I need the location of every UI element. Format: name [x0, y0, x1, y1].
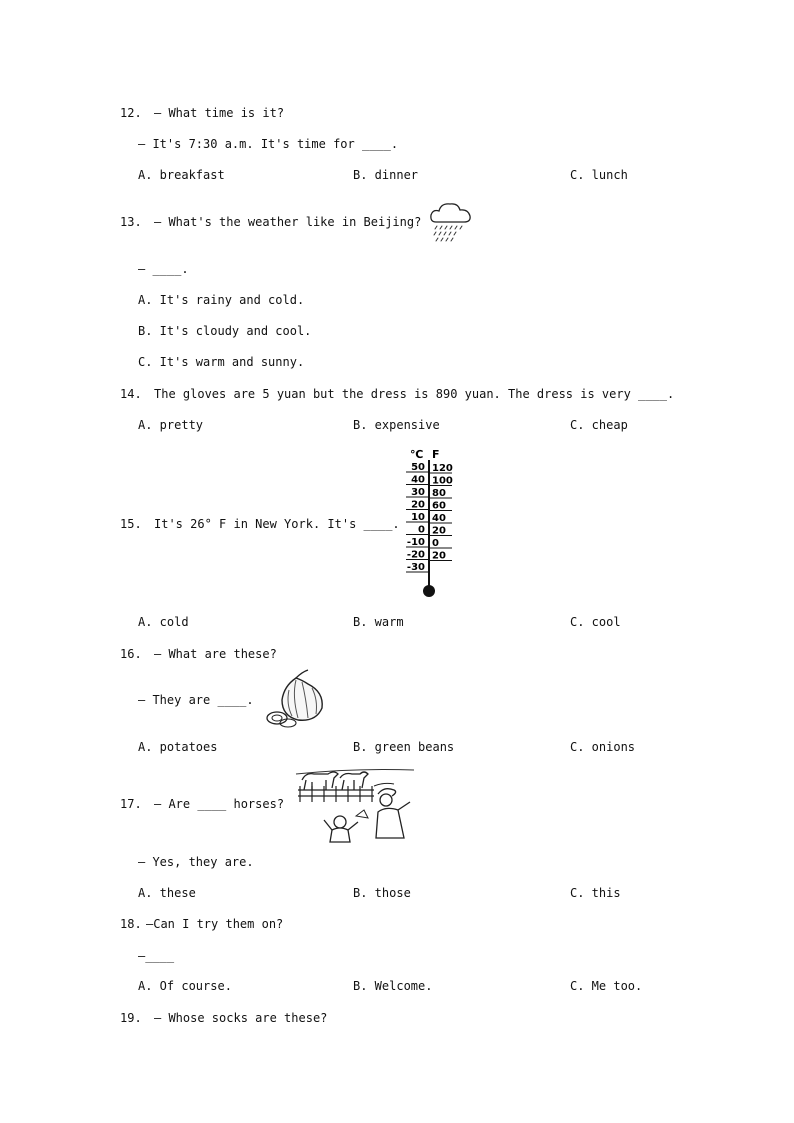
thermo-fahrenheit-tick: 100: [432, 475, 453, 487]
q13-option-a[interactable]: A. It's rainy and cold.: [138, 293, 305, 307]
q15-option-b[interactable]: B. warm: [353, 615, 404, 629]
q16-number: 16.: [120, 647, 142, 661]
q17-option-c[interactable]: C. this: [570, 886, 621, 900]
q19-number: 19.: [120, 1011, 142, 1025]
thermo-fahrenheit-tick: 20: [432, 550, 446, 562]
q13-answer-line: — ____.: [138, 262, 189, 276]
thermo-celsius-tick: 10: [411, 512, 425, 523]
q18-question: —Can I try them on?: [146, 917, 284, 931]
thermo-celsius-label: ℃: [410, 448, 424, 461]
q15-option-c[interactable]: C. cool: [570, 615, 621, 629]
horses-farm-scene-icon: [294, 766, 416, 844]
q12-number: 12.: [120, 106, 142, 120]
thermo-celsius-tick: -30: [406, 562, 425, 573]
q14-question: The gloves are 5 yuan but the dress is 890 yuan. The dress is very ____.: [154, 387, 675, 401]
q17-option-b[interactable]: B. those: [353, 886, 411, 900]
thermometer-icon: [398, 446, 456, 598]
q18-answer-line: —____: [138, 949, 175, 963]
thermo-fahrenheit-label: F: [432, 448, 440, 461]
q18-option-a[interactable]: A. Of course.: [138, 979, 232, 993]
q16-option-b[interactable]: B. green beans: [353, 740, 455, 754]
thermo-fahrenheit-tick: 60: [432, 500, 446, 512]
q14-number: 14.: [120, 387, 142, 401]
thermo-celsius-tick: 0: [418, 524, 425, 536]
q14-option-c[interactable]: C. cheap: [570, 418, 628, 432]
thermo-celsius-tick: 20: [411, 499, 425, 511]
q16-option-c[interactable]: C. onions: [570, 740, 636, 754]
thermo-fahrenheit-tick: 120: [432, 463, 453, 474]
q12-answer-line: — It's 7:30 a.m. It's time for ____.: [138, 137, 399, 151]
q18-option-b[interactable]: B. Welcome.: [353, 979, 433, 993]
thermo-celsius-tick: -10: [406, 537, 425, 548]
q15-option-a[interactable]: A. cold: [138, 615, 189, 629]
thermo-celsius-tick: -20: [406, 549, 425, 561]
q18-option-c[interactable]: C. Me too.: [570, 979, 643, 993]
q12-question: — What time is it?: [154, 106, 285, 120]
q16-option-a[interactable]: A. potatoes: [138, 740, 218, 754]
q17-answer-line: — Yes, they are.: [138, 855, 254, 869]
q19-question: — Whose socks are these?: [154, 1011, 328, 1025]
thermo-celsius-tick: 40: [411, 474, 425, 486]
q17-question: — Are ____ horses?: [154, 797, 285, 811]
q13-number: 13.: [120, 215, 142, 229]
onion-icon: [262, 668, 328, 730]
q17-number: 17.: [120, 797, 142, 811]
q12-option-b[interactable]: B. dinner: [353, 168, 419, 182]
q13-option-c[interactable]: C. It's warm and sunny.: [138, 355, 305, 369]
q16-answer-line: — They are ____.: [138, 693, 254, 707]
q12-option-a[interactable]: A. breakfast: [138, 168, 225, 182]
q16-question: — What are these?: [154, 647, 277, 661]
thermo-fahrenheit-tick: 20: [432, 525, 446, 537]
thermo-celsius-tick: 30: [411, 487, 425, 498]
q17-option-a[interactable]: A. these: [138, 886, 196, 900]
q18-number: 18.: [120, 917, 142, 931]
thermo-fahrenheit-tick: 40: [432, 513, 446, 524]
q15-number: 15.: [120, 517, 142, 531]
thermo-celsius-tick: 50: [411, 462, 425, 473]
thermo-fahrenheit-tick: 80: [432, 488, 446, 499]
q13-question: — What's the weather like in Beijing?: [154, 215, 422, 229]
q13-option-b[interactable]: B. It's cloudy and cool.: [138, 324, 312, 338]
q15-question: It's 26° F in New York. It's ____.: [154, 517, 400, 531]
q14-option-a[interactable]: A. pretty: [138, 418, 204, 432]
q14-option-b[interactable]: B. expensive: [353, 418, 440, 432]
thermo-fahrenheit-tick: 0: [432, 538, 439, 549]
q12-option-c[interactable]: C. lunch: [570, 168, 628, 182]
rain-cloud-icon: [428, 200, 474, 244]
